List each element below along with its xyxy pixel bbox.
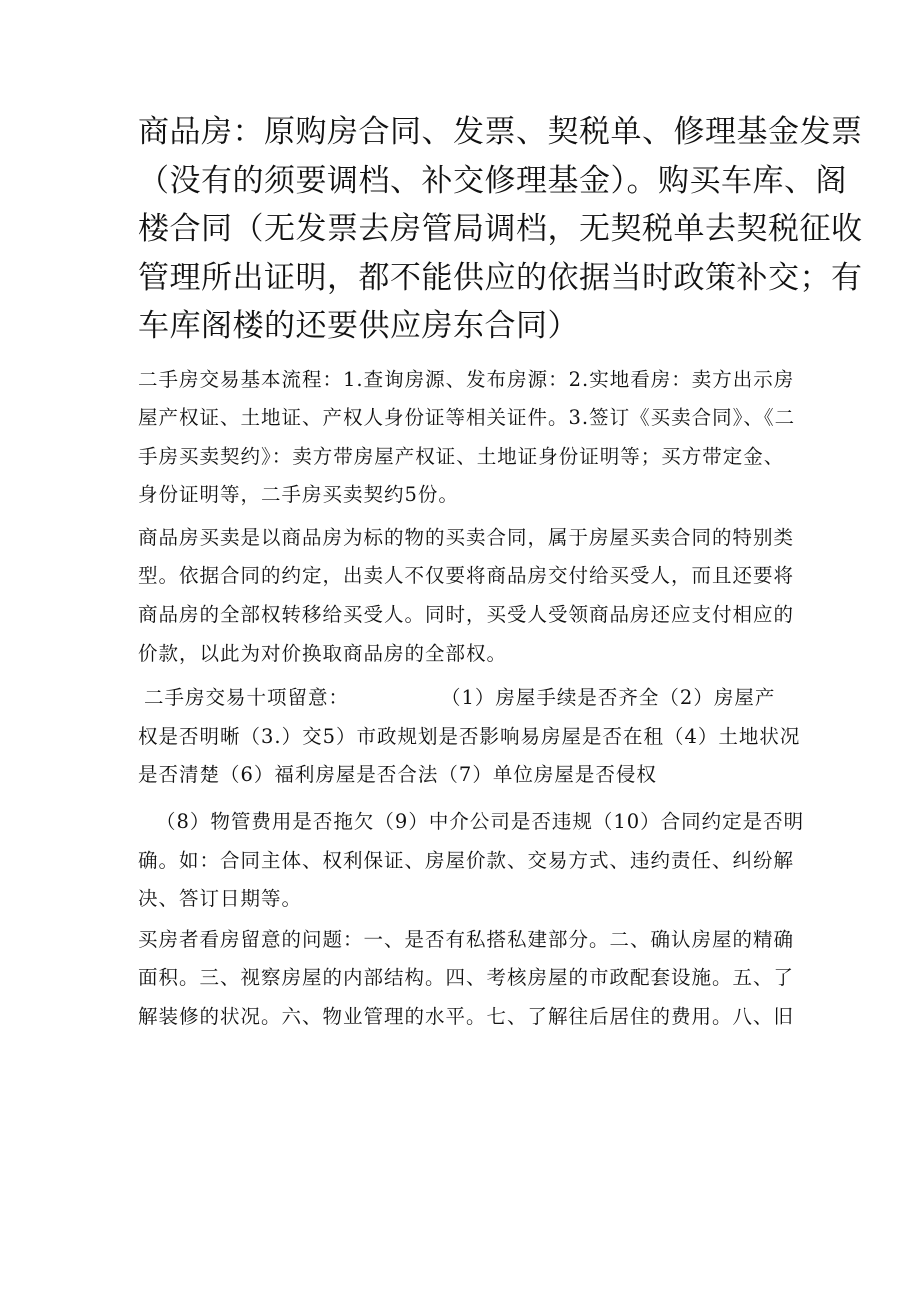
text-line: 楼合同（无发票去房管局调档，无契税单去契税征收	[138, 211, 863, 247]
text-line: 二手房交易基本流程：1.查询房源、发布房源：2.实地看房：卖方出示房	[138, 367, 795, 391]
text-line: 解装修的状况。六、物业管理的水平。七、了解往后居住的费用。八、旧	[138, 1005, 795, 1028]
paragraph-precautions-continued	[138, 803, 805, 919]
text-line: 价款，以此为对价换取商品房的全部权。	[138, 641, 508, 665]
paragraph-commercial-housing-sale	[138, 519, 795, 673]
precautions-heading: 二手房交易十项留意：	[144, 686, 350, 710]
text-line: 权是否明晰（3.）交5）市政规划是否影响易房屋是否在租（4）土地状况	[138, 724, 801, 748]
text-line: 车库阁楼的还要供应房东合同）	[138, 308, 579, 344]
paragraph-commercial-housing-documents	[138, 108, 863, 351]
paragraph-ten-precautions	[138, 679, 801, 795]
text-line: 型。依据合同的约定，出卖人不仅要将商品房交付给买受人，而且还要将	[138, 564, 795, 588]
text-line: 商品房买卖是以商品房为标的物的买卖合同，属于房屋买卖合同的特别类	[138, 525, 795, 549]
text-line: 面积。三、视察房屋的内部结构。四、考核房屋的市政配套设施。五、了	[138, 966, 795, 990]
text-line: 手房买卖契约》：卖方带房屋产权证、土地证身份证明等；买方带定金、	[138, 444, 785, 468]
text-line: 买房者看房留意的问题：一、是否有私搭私建部分。二、确认房屋的精确	[138, 927, 795, 951]
text-line: 商品房的全部权转移给买受人。同时，买受人受领商品房还应支付相应的	[138, 603, 795, 627]
paragraph-viewing-checklist	[138, 921, 795, 1037]
text-line: （没有的须要调档、补交修理基金）。购买车库、阁	[138, 162, 847, 199]
text-line: 决、答订日期等。	[138, 887, 303, 911]
text-line: 屋产权证、土地证、产权人身份证等相关证件。3.签订《买卖合同》、《二	[138, 406, 796, 430]
text-line	[138, 679, 782, 718]
text-line: 是否清楚（6）福利房屋是否合法（7）单位房屋是否侵权	[138, 763, 657, 787]
text-line: 商品房：原购房合同、发票、契税单、修理基金发票	[138, 114, 863, 150]
precautions-first-items: （1）房屋手续是否齐全（2）房屋产	[441, 686, 776, 710]
paragraph-second-hand-process	[138, 361, 796, 515]
text-line: 管理所出证明，都不能供应的依据当时政策补交；有	[138, 259, 863, 296]
text-line: （8）物管费用是否拖欠（9）中介公司是否违规（10）合同约定是否明	[156, 810, 805, 834]
text-line: 身份证明等，二手房买卖契约5份。	[138, 483, 459, 507]
text-line: 确。如：合同主体、权利保证、房屋价款、交易方式、违约责任、纠纷解	[138, 848, 795, 872]
